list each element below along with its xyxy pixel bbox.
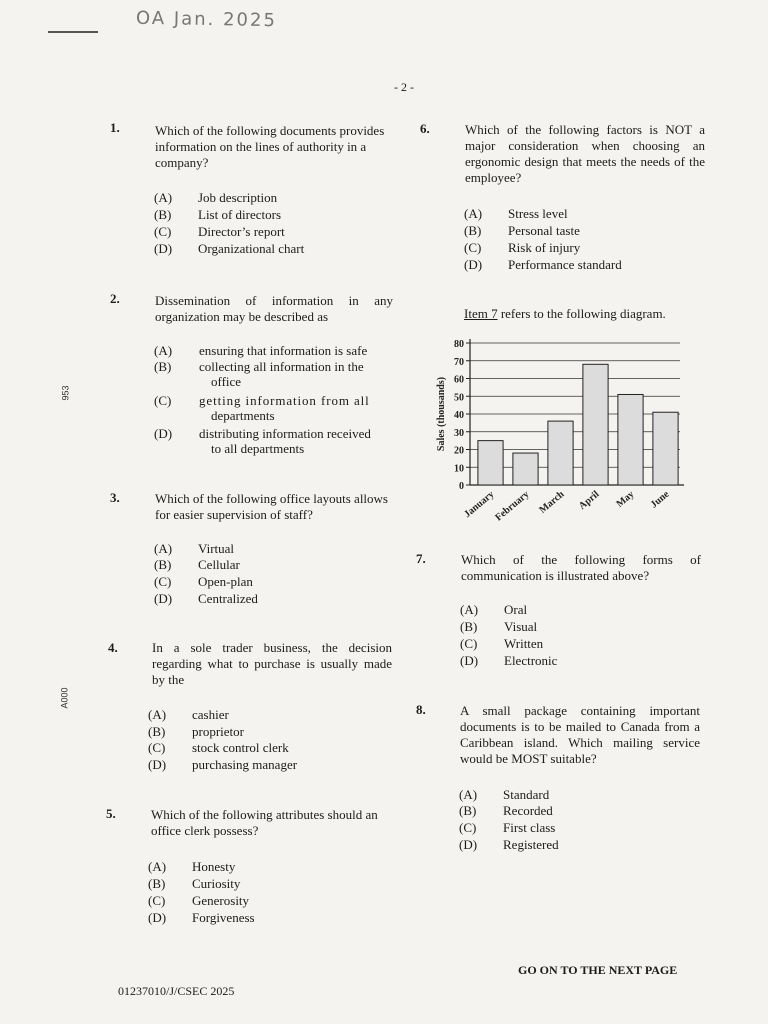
option-label: (D) xyxy=(148,757,167,772)
option-text: Centralized xyxy=(198,591,258,606)
option-text: Generosity xyxy=(192,893,250,908)
go-on-next-page: GO ON TO THE NEXT PAGE xyxy=(518,963,678,977)
question-4 xyxy=(108,640,400,780)
option-text: List of directors xyxy=(198,207,282,222)
option-a[interactable] xyxy=(154,189,277,206)
option-text-line: getting information from all xyxy=(199,393,370,408)
option-a[interactable] xyxy=(464,205,568,222)
option-d[interactable] xyxy=(460,652,557,669)
option-label: (A) xyxy=(154,190,173,205)
option-d[interactable] xyxy=(148,909,255,926)
option-label: (B) xyxy=(148,876,166,891)
y-tick-label: 30 xyxy=(454,427,464,439)
option-text: First class xyxy=(503,820,556,835)
option-text: Curiosity xyxy=(192,876,241,891)
option-text: Open-plan xyxy=(198,574,253,589)
option-text-line: office xyxy=(211,374,242,389)
option-d[interactable] xyxy=(148,756,297,773)
option-b[interactable] xyxy=(148,875,240,892)
option-text: purchasing manager xyxy=(192,757,298,772)
option-a[interactable] xyxy=(459,786,549,803)
x-tick-label: February xyxy=(493,488,532,524)
question-text: In a sole trader business, the decision regarding what to purchase is usually made by the xyxy=(152,640,392,687)
option-label: (C) xyxy=(464,240,482,255)
option-label: (D) xyxy=(154,241,173,256)
option-label: (C) xyxy=(148,893,166,908)
question-6 xyxy=(420,120,720,280)
bar-march xyxy=(548,421,573,485)
question-number: 4. xyxy=(108,640,118,655)
question-5 xyxy=(106,806,400,936)
option-label: (C) xyxy=(460,636,478,651)
option-text: Performance standard xyxy=(508,257,622,272)
option-c[interactable] xyxy=(148,739,289,756)
option-label: (C) xyxy=(148,740,166,755)
option-a[interactable] xyxy=(460,601,527,618)
bar-may xyxy=(618,394,643,485)
option-text: Oral xyxy=(504,602,528,617)
question-number: 8. xyxy=(416,702,426,717)
option-text: ensuring that information is safe xyxy=(199,343,368,358)
option-text: Written xyxy=(504,636,544,651)
option-text-line: distributing information received xyxy=(199,426,371,441)
option-label: (A) xyxy=(154,343,173,358)
option-text: Organizational chart xyxy=(198,241,305,256)
question-number: 3. xyxy=(110,490,120,505)
item7-label: Item 7 xyxy=(464,306,498,321)
option-a[interactable] xyxy=(154,540,234,557)
option-d[interactable] xyxy=(464,256,622,273)
option-text: Cellular xyxy=(198,557,240,572)
option-label: (C) xyxy=(154,574,172,589)
option-label: (B) xyxy=(154,557,172,572)
option-label: (C) xyxy=(154,393,172,408)
option-label: (B) xyxy=(154,207,172,222)
option-label: (A) xyxy=(460,602,479,617)
option-label: (D) xyxy=(148,910,167,925)
question-8 xyxy=(416,702,716,862)
option-text: cashier xyxy=(192,707,229,722)
option-text xyxy=(199,426,389,456)
option-text: Job description xyxy=(198,190,278,205)
option-c[interactable] xyxy=(460,635,543,652)
question-2 xyxy=(110,291,400,471)
handwritten-note: OA Jan. 2025 xyxy=(135,7,278,32)
question-text: Which of the following forms of communication is illustrated above? xyxy=(461,552,701,583)
question-text: Which of the following documents provides information on the lines of authority in a company? xyxy=(155,123,385,170)
option-text: Virtual xyxy=(198,541,235,556)
question-text: Which of the following attributes should an office clerk possess? xyxy=(151,807,378,838)
x-tick-label: June xyxy=(648,488,672,511)
option-label: (B) xyxy=(459,803,477,818)
option-label: (A) xyxy=(148,707,167,722)
y-tick-label: 60 xyxy=(454,374,464,386)
x-tick-label: March xyxy=(537,488,567,516)
option-label: (C) xyxy=(459,820,477,835)
option-b[interactable] xyxy=(154,556,240,573)
option-text: Standard xyxy=(503,787,550,802)
option-text: proprietor xyxy=(192,724,244,739)
option-a[interactable] xyxy=(148,858,235,875)
question-number: 2. xyxy=(110,291,120,306)
x-tick-label: January xyxy=(462,488,497,521)
y-tick-label: 40 xyxy=(454,410,464,421)
question-text: Which of the following factors is NOT a major consideration when choosing an ergonomic design that meets the needs of the employee? xyxy=(465,122,705,185)
option-label: (B) xyxy=(460,619,478,634)
option-b[interactable] xyxy=(154,206,281,223)
option-label: (A) xyxy=(464,206,483,221)
side-mark-top: 953 xyxy=(60,385,71,401)
question-text: Which of the following office layouts allows for easier supervision of staff? xyxy=(155,491,388,522)
sales-bar-chart xyxy=(430,334,710,534)
y-tick-label: 80 xyxy=(454,339,464,350)
option-text: Director’s report xyxy=(198,224,285,239)
question-number: 6. xyxy=(420,121,430,136)
option-label: (A) xyxy=(148,859,167,874)
option-text: Risk of injury xyxy=(508,240,581,255)
option-label: (B) xyxy=(154,359,172,374)
side-mark-bottom: A000 xyxy=(59,687,70,709)
option-text-line: to all departments xyxy=(211,441,305,456)
bar-february xyxy=(513,453,538,485)
y-tick-label: 70 xyxy=(454,356,464,368)
option-text-line: collecting all information in the xyxy=(199,359,364,374)
option-text xyxy=(199,393,389,423)
option-c[interactable] xyxy=(154,223,285,240)
question-text: Dissemination of information in any organization may be described as xyxy=(155,293,393,324)
handwritten-dash xyxy=(48,31,98,33)
item7-intro xyxy=(464,306,666,322)
y-tick-label: 0 xyxy=(459,481,464,492)
option-c[interactable] xyxy=(464,239,580,256)
y-tick-label: 10 xyxy=(454,463,464,475)
question-7 xyxy=(416,551,716,681)
option-c[interactable] xyxy=(148,892,249,909)
option-b[interactable] xyxy=(459,802,553,819)
option-label: (B) xyxy=(148,724,166,739)
question-number: 7. xyxy=(416,551,426,566)
option-b[interactable] xyxy=(148,723,244,740)
option-text: Personal taste xyxy=(508,223,580,238)
option-c[interactable] xyxy=(154,573,253,590)
item7-intro-rest: refers to the following diagram. xyxy=(497,306,666,321)
option-label: (D) xyxy=(460,653,479,668)
option-text: Recorded xyxy=(503,803,553,818)
option-b[interactable] xyxy=(460,618,537,635)
bar-january xyxy=(478,441,503,485)
option-label: (D) xyxy=(154,426,173,441)
option-text: Electronic xyxy=(504,653,558,668)
option-d[interactable] xyxy=(154,590,258,607)
y-tick-label: 50 xyxy=(454,392,464,404)
option-text: Honesty xyxy=(192,859,236,874)
question-number: 5. xyxy=(106,806,116,821)
option-text: Visual xyxy=(504,619,538,634)
question-number: 1. xyxy=(110,120,120,135)
option-label: (D) xyxy=(464,257,483,272)
option-text: Registered xyxy=(503,837,559,852)
option-text: stock control clerk xyxy=(192,740,289,755)
y-axis-label: Sales (thousands) xyxy=(436,376,447,452)
option-label: (A) xyxy=(154,541,173,556)
bar-june xyxy=(653,412,678,485)
option-label: (A) xyxy=(459,787,478,802)
option-c[interactable] xyxy=(459,819,555,836)
question-3 xyxy=(110,490,400,620)
option-b[interactable] xyxy=(464,222,580,239)
option-text xyxy=(199,359,389,389)
option-a[interactable] xyxy=(148,706,229,723)
option-d[interactable] xyxy=(459,836,559,853)
option-label: (D) xyxy=(459,837,478,852)
option-d[interactable] xyxy=(154,240,304,257)
exam-code: 01237010/J/CSEC 2025 xyxy=(118,984,235,998)
option-text: Forgiveness xyxy=(192,910,255,925)
option-text: Stress level xyxy=(508,206,568,221)
option-label: (D) xyxy=(154,591,173,606)
bar-april xyxy=(583,364,608,485)
option-text-line: departments xyxy=(211,408,275,423)
page-number: - 2 - xyxy=(394,80,414,94)
y-tick-label: 20 xyxy=(454,445,464,457)
option-label: (C) xyxy=(154,224,172,239)
question-text: A small package containing important documents is to be mailed to Canada from a Caribbean island. Which mailing service would be MOST suitable? xyxy=(460,703,700,766)
question-1 xyxy=(110,120,400,270)
option-label: (B) xyxy=(464,223,482,238)
x-tick-label: April xyxy=(576,488,602,512)
x-tick-label: May xyxy=(614,488,637,510)
